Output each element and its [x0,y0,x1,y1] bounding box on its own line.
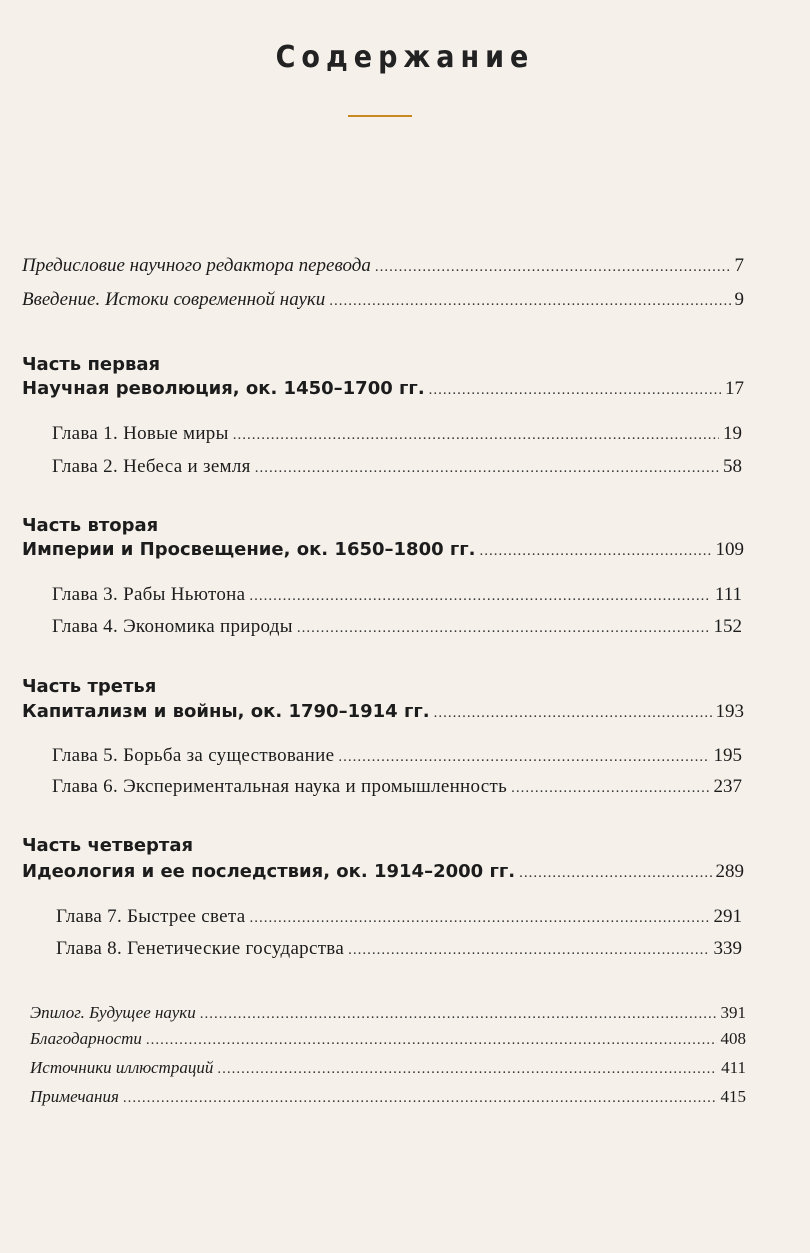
toc-part-title: Научная революция, ок. 1450–1700 гг. [22,378,425,399]
toc-entry-preface[interactable] [22,251,744,281]
toc-entry-label: Примечания [30,1087,119,1106]
title-rule [348,115,412,117]
toc-chapter-label: Глава 6. Экспериментальная наука и промышленность [52,776,508,797]
toc-page-number: 152 [713,616,742,637]
toc-part-title: Капитализм и войны, ок. 1790–1914 гг. [22,701,430,722]
dot-leader [123,1083,717,1113]
toc-entry-notes[interactable] [30,1082,746,1112]
toc-entry-introduction[interactable] [22,285,744,315]
toc-part-entry[interactable] [22,374,744,404]
dot-leader [429,375,721,405]
toc-page-number: 17 [725,378,744,399]
toc-chapter-entry[interactable] [52,580,742,610]
toc-page-number: 111 [714,584,742,605]
toc-page-number: 109 [715,539,744,560]
toc-page-number: 391 [720,1003,746,1022]
dot-leader [338,742,709,772]
toc-chapter-entry[interactable] [56,902,742,932]
toc-chapter-entry[interactable] [52,612,742,642]
toc-page-number: 19 [723,423,742,444]
toc-part-entry[interactable] [22,535,744,565]
toc-chapter-entry[interactable] [56,934,742,964]
toc-chapter-label: Глава 4. Экономика природы [52,616,293,637]
toc-page-number: 237 [713,776,742,797]
part-heading: Часть четвертая [22,835,194,856]
toc-chapter-entry[interactable] [52,772,742,802]
part-heading: Часть вторая [22,515,159,536]
dot-leader [329,286,730,316]
dot-leader [375,252,731,282]
toc-chapter-entry[interactable] [52,741,742,771]
dot-leader [511,773,709,803]
toc-page-number: 9 [734,289,744,310]
toc-entry-label: Источники иллюстраций [30,1058,214,1077]
toc-part-title: Идеология и ее последствия, ок. 1914–2000 гг. [22,861,516,882]
part-heading: Часть первая [22,354,161,375]
toc-chapter-entry[interactable] [52,452,742,482]
toc-page-number: 7 [734,255,744,276]
toc-chapter-label: Глава 8. Генетические государства [56,938,345,959]
toc-page-number: 58 [723,456,742,477]
toc-page-number: 411 [721,1058,746,1077]
toc-entry-label: Эпилог. Будущее науки [30,1003,196,1022]
toc-chapter-label: Глава 7. Быстрее света [56,906,246,927]
dot-leader [348,935,709,965]
toc-chapter-label: Глава 5. Борьба за существование [52,745,335,766]
dot-leader [519,858,711,888]
toc-page-number: 289 [715,861,744,882]
toc-chapter-label: Глава 1. Новые миры [52,423,229,444]
dot-leader [217,1054,717,1084]
dot-leader [434,698,712,728]
toc-chapter-label: Глава 2. Небеса и земля [52,456,251,477]
dot-leader [249,581,711,611]
toc-entry-label: Предисловие научного редактора перевода [22,255,371,276]
toc-page-number: 408 [720,1029,746,1048]
toc-chapter-label: Глава 3. Рабы Ньютона [52,584,246,605]
toc-part-title: Империи и Просвещение, ок. 1650–1800 гг. [22,539,476,560]
dot-leader [249,903,709,933]
page-title: Содержание [275,40,535,75]
part-heading: Часть третья [22,676,157,697]
toc-page-number: 415 [720,1087,746,1106]
toc-page-number: 195 [713,745,742,766]
toc-part-entry[interactable] [22,857,744,887]
toc-part-entry[interactable] [22,697,744,727]
toc-entry-label: Введение. Истоки современной науки [22,289,326,310]
toc-page-number: 339 [713,938,742,959]
dot-leader [146,1025,717,1055]
dot-leader [255,453,719,483]
toc-entry-illustration-sources[interactable] [30,1053,746,1083]
toc-page-number: 291 [713,906,742,927]
toc-page-number: 193 [715,701,744,722]
dot-leader [297,613,710,643]
toc-entry-label: Благодарности [30,1029,142,1048]
toc-chapter-entry[interactable] [52,419,742,449]
toc-entry-acknowledgements[interactable] [30,1024,746,1054]
dot-leader [233,420,719,450]
dot-leader [480,536,712,566]
